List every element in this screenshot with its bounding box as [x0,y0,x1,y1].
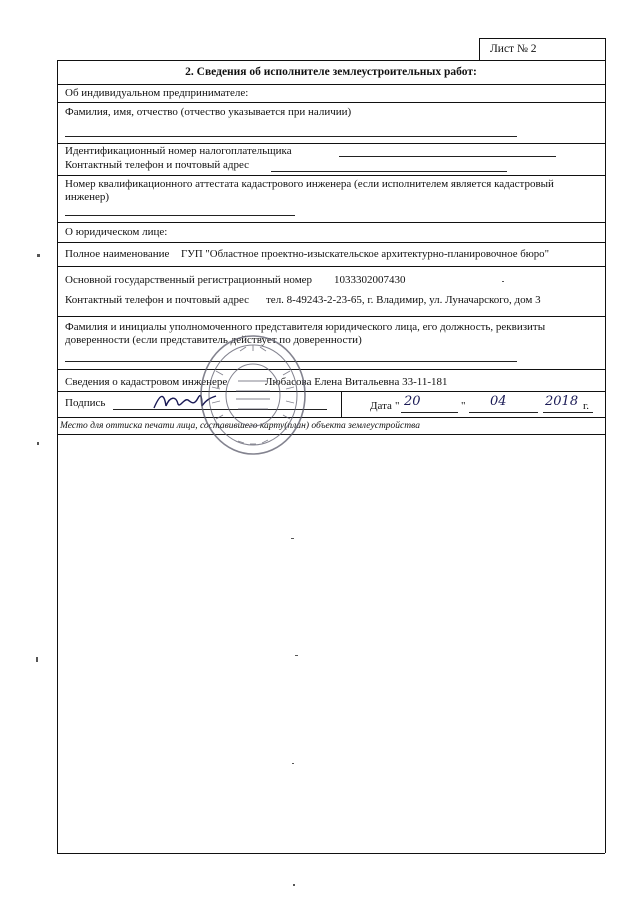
row-line [57,84,605,85]
scan-speck [37,254,40,257]
row-line [57,222,605,223]
legal-header: О юридическом лице: [65,226,168,238]
scan-speck [295,655,298,656]
contact-value-legal: тел. 8-49243-2-23-65, г. Владимир, ул. Луначарского, дом 3 [266,294,541,306]
row-line [57,143,605,144]
date-year-suffix: г. [583,400,590,412]
scan-speck [36,657,38,662]
sheet-label: Лист № 2 [490,43,537,55]
ogrn-value: 1033302007430 [334,274,406,286]
frame-right [605,38,606,853]
sheet-box-left [479,38,480,60]
date-label: Дата [370,400,392,412]
row-line [57,175,605,176]
scan-speck [291,538,294,539]
row-line [57,391,605,392]
date-quote-open: " [395,400,400,412]
contact-label-legal: Контактный телефон и почтовый адрес [65,294,250,306]
representative-label: Фамилия и инициалы уполномоченного представителя юридического лица, его должность, реквизиты доверенности (если представитель действует по доверенности) [65,321,546,346]
date-year: 2018 [545,394,579,409]
engineer-value: Любасова Елена Витальевна 33-11-181 [265,376,448,388]
sheet-box-top [479,38,605,39]
contact-underline-individual [271,171,507,172]
qualification-label: Номер квалификационного аттестата кадастрового инженера (если исполнителем является кадастровый инженер) [65,178,554,203]
ogrn-label: Основной государственный регистрационный номер [65,274,313,286]
scan-speck [292,763,294,764]
row-line [57,102,605,103]
fio-underline [65,136,517,137]
row-line [57,434,605,435]
signature-label: Подпись [65,397,106,409]
row-line [57,369,605,370]
frame-left [57,60,58,853]
stamp-note: Место для оттиска печати лица, составившего карту(план) объекта землеустройства [60,421,420,431]
inn-label: Идентификационный номер налогоплательщика [65,145,292,157]
date-month-underline [469,412,538,413]
frame-bottom [57,853,605,854]
date-day: 20 [404,394,421,409]
row-line [57,60,605,61]
scan-speck [502,281,504,282]
qualification-underline [65,215,295,216]
section-title: 2. Сведения об исполнителе землеустроительных работ: [185,66,477,78]
date-day-underline [401,412,458,413]
scan-speck [293,884,295,886]
full-name-value: ГУП "Областное проектно-изыскательское архитектурно-планировочное бюро" [181,248,549,260]
date-divider [341,391,342,417]
row-line [57,316,605,317]
engineer-label: Сведения о кадастровом инженере [65,376,228,388]
scan-speck [37,442,39,445]
inn-underline [339,156,556,157]
fio-label: Фамилия, имя, отчество (отчество указывается при наличии) [65,106,352,118]
date-month: 04 [490,394,507,409]
contact-label-individual: Контактный телефон и почтовый адрес [65,159,250,171]
individual-header: Об индивидуальном предпринимателе: [65,87,249,99]
full-name-label: Полное наименование [65,248,170,260]
row-line [57,417,605,418]
row-line [57,242,605,243]
date-quote-close: " [461,400,466,412]
seal-stamp [198,333,308,457]
row-line [57,266,605,267]
